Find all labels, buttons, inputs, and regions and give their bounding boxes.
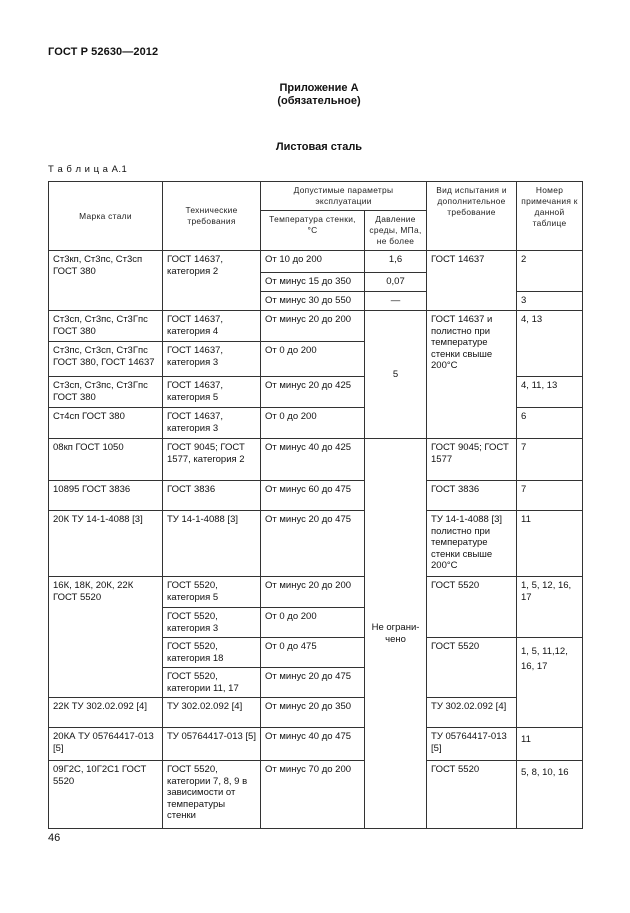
testing-cell: ГОСТ 5520 [427, 577, 517, 638]
table-row [49, 439, 583, 481]
temperature-cell: От минус 20 до 475 [261, 511, 365, 577]
note-cell: 4, 11, 13 [517, 377, 583, 408]
page-number: 46 [48, 832, 61, 844]
testing-cell: ГОСТ 14637 и полистно при температуре стенки свыше 200°С [427, 311, 517, 439]
header-grade: Марка стали [49, 182, 163, 251]
header-pressure: Давление среды, МПа, не более [365, 211, 427, 251]
pressure-cell: 5 [365, 311, 427, 439]
grade-cell: 20КА ТУ 05764417-013 [5] [49, 728, 163, 761]
temperature-cell: От минус 20 до 350 [261, 698, 365, 728]
table-row [49, 577, 583, 608]
testing-cell: ГОСТ 3836 [427, 481, 517, 511]
grade-cell: 22К ТУ 302.02.092 [4] [49, 698, 163, 728]
pressure-cell: 0,07 [365, 273, 427, 292]
note-cell: 11 [517, 728, 583, 761]
note-cell: 11 [517, 511, 583, 577]
temperature-cell: От 0 до 200 [261, 608, 365, 638]
appendix-subtitle: (обязательное) [277, 95, 361, 107]
note-cell: 6 [517, 408, 583, 439]
table-row [49, 251, 583, 273]
steel-table [48, 181, 583, 829]
temperature-cell: От 10 до 200 [261, 251, 365, 273]
note-cell: 3 [517, 292, 583, 311]
header-row [49, 182, 583, 211]
grade-cell: 09Г2С, 10Г2С1 ГОСТ 5520 [49, 761, 163, 829]
requirements-cell: ТУ 302.02.092 [4] [163, 698, 261, 728]
requirements-cell: ГОСТ 14637, категория 3 [163, 408, 261, 439]
table-row [49, 761, 583, 829]
testing-cell: ГОСТ 5520 [427, 638, 517, 698]
note-cell: 7 [517, 481, 583, 511]
testing-cell: ТУ 302.02.092 [4] [427, 698, 517, 728]
document-header: ГОСТ Р 52630—2012 [48, 46, 159, 58]
temperature-cell: От минус 20 до 425 [261, 377, 365, 408]
temperature-cell: От минус 20 до 200 [261, 311, 365, 342]
temperature-cell: От минус 70 до 200 [261, 761, 365, 829]
temperature-cell: От 0 до 200 [261, 408, 365, 439]
requirements-cell: ГОСТ 14637, категория 2 [163, 251, 261, 311]
appendix-heading [0, 82, 630, 108]
temperature-cell: От минус 60 до 475 [261, 481, 365, 511]
temperature-cell: От 0 до 200 [261, 342, 365, 377]
grade-cell: Ст3сп, Ст3пс, Ст3Гпс ГОСТ 380 [49, 377, 163, 408]
pressure-cell: 1,6 [365, 251, 427, 273]
requirements-cell: ГОСТ 5520, категории 11, 17 [163, 668, 261, 698]
requirements-cell: ГОСТ 5520, категория 5 [163, 577, 261, 608]
header-note: Номер примечания к данной таблице [517, 182, 583, 251]
grade-cell: 10895 ГОСТ 3836 [49, 481, 163, 511]
temperature-cell: От минус 40 до 425 [261, 439, 365, 481]
grade-cell: Ст3кп, Ст3пс, Ст3сп ГОСТ 380 [49, 251, 163, 311]
requirements-cell: ГОСТ 5520, категории 7, 8, 9 в зависимости от температуры стенки [163, 761, 261, 829]
requirements-cell: ГОСТ 14637, категория 4 [163, 311, 261, 342]
testing-cell: ТУ 05764417-013 [5] [427, 728, 517, 761]
appendix-title: Приложение А [279, 82, 359, 94]
requirements-cell: ГОСТ 3836 [163, 481, 261, 511]
note-cell: 1, 5, 12, 16, 17 [517, 577, 583, 638]
requirements-cell: ГОСТ 5520, категория 18 [163, 638, 261, 668]
testing-cell: ТУ 14-1-4088 [3] полистно при температуре стенки свыше 200°С [427, 511, 517, 577]
pressure-cell: — [365, 292, 427, 311]
requirements-cell: ГОСТ 14637, категория 5 [163, 377, 261, 408]
requirements-cell: ГОСТ 9045; ГОСТ 1577, категория 2 [163, 439, 261, 481]
testing-cell: ГОСТ 9045; ГОСТ 1577 [427, 439, 517, 481]
header-requirements: Технические требования [163, 182, 261, 251]
grade-cell: 08кп ГОСТ 1050 [49, 439, 163, 481]
requirements-cell: ГОСТ 14637, категория 3 [163, 342, 261, 377]
grade-cell: Ст4сп ГОСТ 380 [49, 408, 163, 439]
table-row [49, 481, 583, 511]
requirements-cell: ТУ 14-1-4088 [3] [163, 511, 261, 577]
table-row [49, 311, 583, 342]
table-row [49, 698, 583, 728]
grade-cell: Ст3сп, Ст3пс, Ст3Гпс ГОСТ 380 [49, 311, 163, 342]
header-temperature: Температура стенки, °С [261, 211, 365, 251]
temperature-cell: От минус 20 до 200 [261, 577, 365, 608]
temperature-cell: От минус 30 до 550 [261, 292, 365, 311]
pressure-cell: Не ограни-чено [365, 439, 427, 829]
note-cell: 5, 8, 10, 16 [517, 761, 583, 829]
grade-cell: 16К, 18К, 20К, 22К ГОСТ 5520 [49, 577, 163, 698]
table-label: Т а б л и ц а А.1 [48, 164, 128, 175]
note-cell: 1, 5, 11,12, 16, 17 [517, 638, 583, 728]
requirements-cell: ТУ 05764417-013 [5] [163, 728, 261, 761]
note-cell: 4, 13 [517, 311, 583, 377]
temperature-cell: От минус 20 до 475 [261, 668, 365, 698]
requirements-cell: ГОСТ 5520, категория 3 [163, 608, 261, 638]
note-cell: 7 [517, 439, 583, 481]
temperature-cell: От минус 15 до 350 [261, 273, 365, 292]
table-row [49, 511, 583, 577]
section-title: Листовая сталь [275, 141, 363, 153]
grade-cell: Ст3пс, Ст3сп, Ст3Гпс ГОСТ 380, ГОСТ 14637 [49, 342, 163, 377]
temperature-cell: От минус 40 до 475 [261, 728, 365, 761]
header-testing: Вид испытания и дополнительное требование [427, 182, 517, 251]
temperature-cell: От 0 до 475 [261, 638, 365, 668]
testing-cell: ГОСТ 14637 [427, 251, 517, 311]
testing-cell: ГОСТ 5520 [427, 761, 517, 829]
grade-cell: 20К ТУ 14-1-4088 [3] [49, 511, 163, 577]
note-cell: 2 [517, 251, 583, 292]
header-params-group: Допустимые параметры эксплуатации [261, 182, 427, 211]
table-row [49, 728, 583, 761]
